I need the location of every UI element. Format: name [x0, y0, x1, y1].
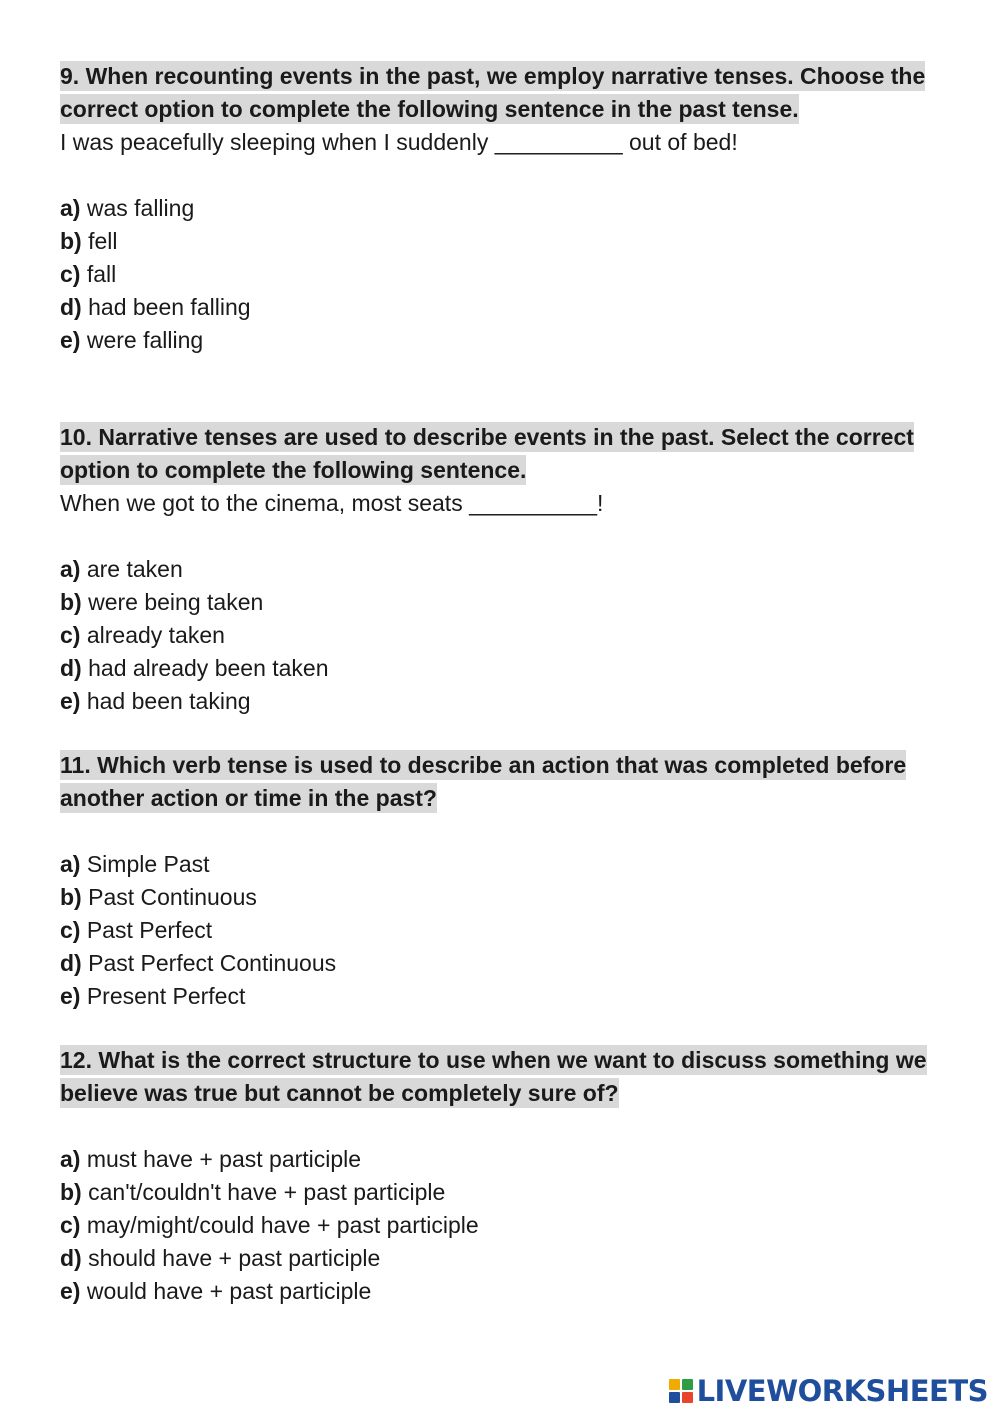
option-b[interactable]: b) Past Continuous	[60, 884, 257, 910]
option-d[interactable]: d) should have + past participle	[60, 1245, 381, 1271]
option-c[interactable]: c) already taken	[60, 622, 225, 648]
option-b[interactable]: b) can't/couldn't have + past participle	[60, 1179, 446, 1205]
question-11-options	[60, 848, 940, 1013]
liveworksheets-logo	[669, 1374, 988, 1408]
question-12	[60, 1044, 940, 1308]
option-e[interactable]: e) Present Perfect	[60, 983, 246, 1009]
option-a[interactable]: a) are taken	[60, 556, 183, 582]
question-9	[60, 60, 940, 357]
question-12-title: 12. What is the correct structure to use when we want to discuss something we believe was true but cannot be completely sure of?	[60, 1047, 927, 1106]
option-e[interactable]: e) would have + past participle	[60, 1278, 372, 1304]
option-d[interactable]: d) had already been taken	[60, 655, 329, 681]
question-10	[60, 421, 940, 718]
question-9-title: 9. When recounting events in the past, we employ narrative tenses. Choose the correct option to complete the following sentence in the past tense.	[60, 63, 926, 122]
option-d[interactable]: d) had been falling	[60, 294, 251, 320]
option-b[interactable]: b) fell	[60, 228, 118, 254]
option-b[interactable]: b) were being taken	[60, 589, 264, 615]
option-a[interactable]: a) must have + past participle	[60, 1146, 362, 1172]
option-d[interactable]: d) Past Perfect Continuous	[60, 950, 337, 976]
question-9-stem: I was peacefully sleeping when I suddenly __________ out of bed!	[60, 129, 738, 155]
question-12-options	[60, 1143, 940, 1308]
option-c[interactable]: c) fall	[60, 261, 117, 287]
logo-tiles-icon	[669, 1379, 693, 1403]
logo-tile	[669, 1379, 680, 1390]
logo-tile	[682, 1379, 693, 1390]
question-10-options	[60, 553, 940, 718]
question-11	[60, 749, 940, 1013]
question-11-title: 11. Which verb tense is used to describe an action that was completed before another action or time in the past?	[60, 752, 907, 811]
option-a[interactable]: a) Simple Past	[60, 851, 210, 877]
option-c[interactable]: c) may/might/could have + past participle	[60, 1212, 479, 1238]
question-10-title: 10. Narrative tenses are used to describe events in the past. Select the correct option to complete the following sentence.	[60, 424, 914, 483]
option-c[interactable]: c) Past Perfect	[60, 917, 213, 943]
logo-tile	[669, 1392, 680, 1403]
option-a[interactable]: a) was falling	[60, 195, 195, 221]
option-e[interactable]: e) were falling	[60, 327, 204, 353]
logo-tile	[682, 1392, 693, 1403]
option-e[interactable]: e) had been taking	[60, 688, 251, 714]
logo-text: LIVEWORKSHEETS	[696, 1374, 988, 1408]
question-10-stem: When we got to the cinema, most seats __________!	[60, 490, 604, 516]
question-9-options	[60, 192, 940, 357]
